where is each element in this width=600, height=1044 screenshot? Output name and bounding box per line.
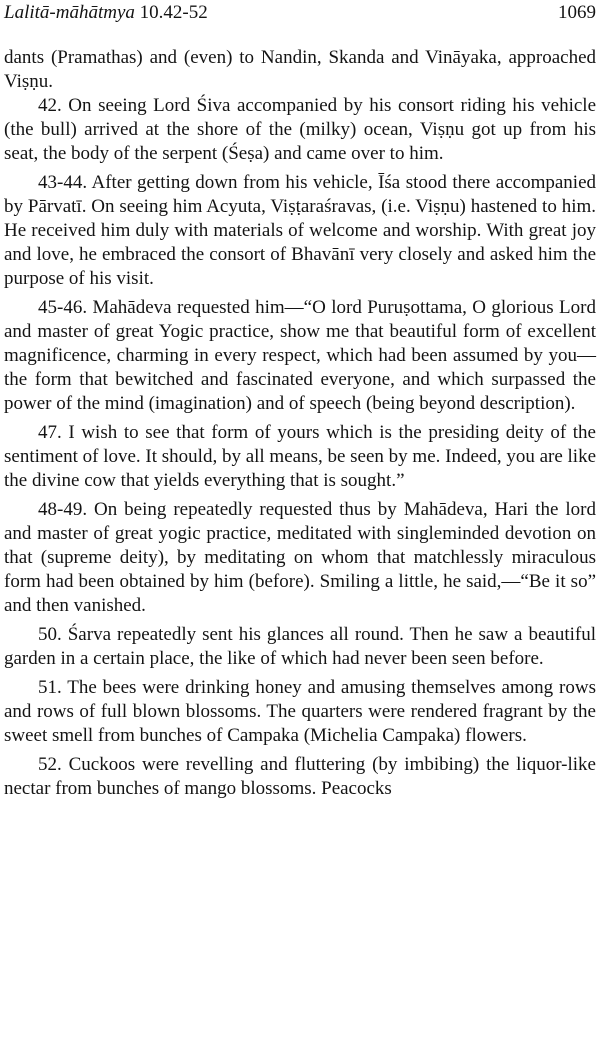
paragraph-verse-48-49: 48-49. On being repeatedly requested thus by Mahādeva, Hari the lord and master of great yogic practice, meditated with singleminded devotion on that (supreme deity), by meditating on whom that matchlessly miraculous form had been obtained by him (before). Smiling a little, he said,—“Be it so” and then vanished. <box>4 499 596 616</box>
body-text <box>4 46 596 801</box>
running-title <box>4 2 208 24</box>
paragraph-continued: dants (Pramathas) and (even) to Nandin, Skanda and Vināyaka, approached Viṣṇu. <box>4 47 596 92</box>
paragraph-verse-52: 52. Cuckoos were revelling and fluttering (by imbibing) the liquor-like nectar from bunches of mango blossoms. Peacocks <box>4 754 596 799</box>
paragraph-verse-43-44: 43-44. After getting down from his vehicle, Īśa stood there accompanied by Pārvatī. On seeing him Acyuta, Viṣṭaraśravas, (i.e. Viṣṇu) hastened to him. He received him duly with materials of welcome and worship. With great joy and love, he embraced the consort of Bhavānī very closely and asked him the purpose of his visit. <box>4 172 596 289</box>
paragraph-verse-42: 42. On seeing Lord Śiva accompanied by his consort riding his vehicle (the bull) arrived at the shore of the (milky) ocean, Viṣṇu got up from his seat, the body of the serpent (Śeṣa) and came over to him. <box>4 95 596 164</box>
paragraph-verse-51: 51. The bees were drinking honey and amusing themselves among rows and rows of full blown blossoms. The quarters were rendered fragrant by the sweet smell from bunches of Campaka (Michelia Campaka) flowers. <box>4 677 596 746</box>
running-head <box>4 2 596 28</box>
book-page <box>4 0 596 1044</box>
paragraph-verse-50: 50. Śarva repeatedly sent his glances all round. Then he saw a beautiful garden in a certain place, the like of which had never been seen before. <box>4 624 596 669</box>
section-title: Lalitā-māhātmya <box>4 2 135 23</box>
page-number: 1069 <box>558 2 596 23</box>
paragraph-verse-47: 47. I wish to see that form of yours which is the presiding deity of the sentiment of love. It should, by all means, be seen by me. Indeed, you are like the divine cow that yields everything that is sought.” <box>4 422 597 491</box>
paragraph-verse-45-46: 45-46. Mahādeva requested him—“O lord Puruṣottama, O glorious Lord and master of great Yogic practice, show me that beautiful form of excellent magnificence, charming in every respect, which had been assumed by you—the form that bewitched and fascinated everyone, and which surpassed the power of the mind (imagination) and of speech (being beyond description). <box>4 297 596 414</box>
verse-reference: 10.42-52 <box>139 2 208 23</box>
